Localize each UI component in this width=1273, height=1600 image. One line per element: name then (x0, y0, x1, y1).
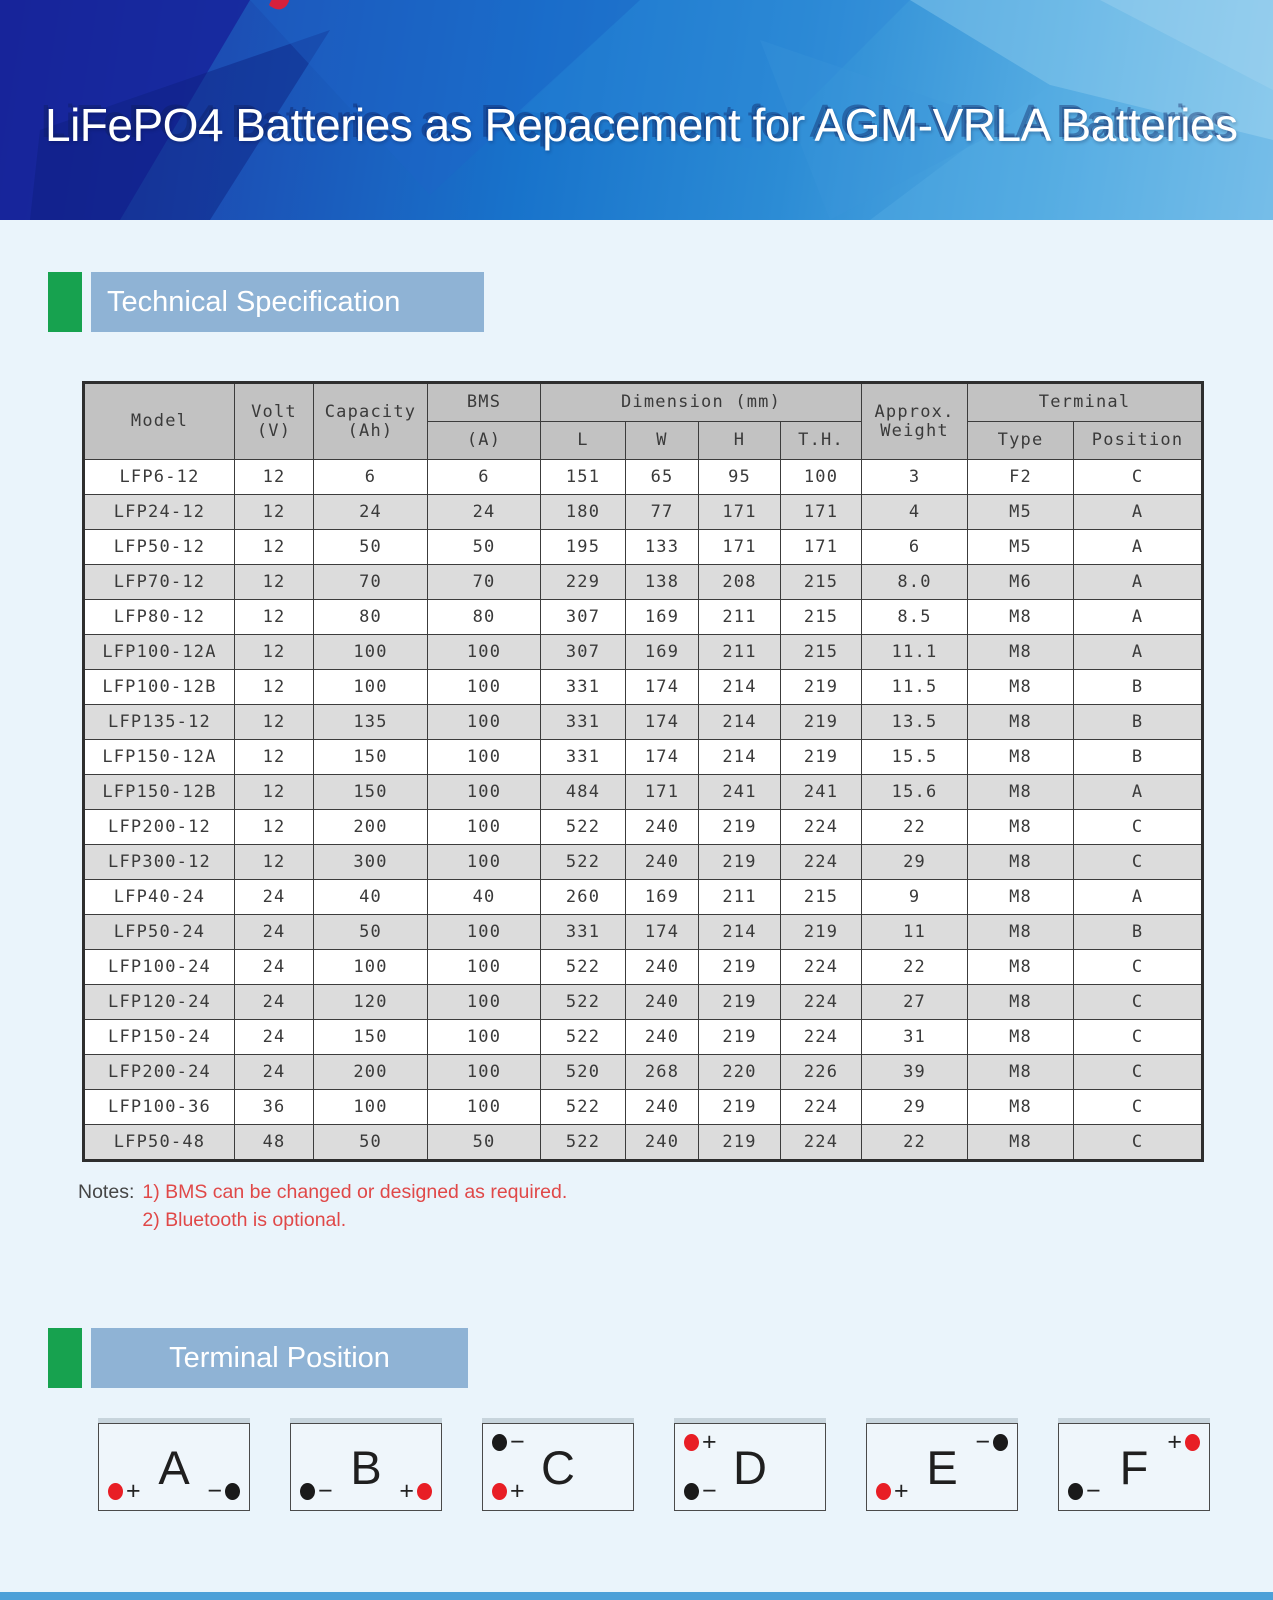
table-cell: 219 (699, 845, 781, 880)
table-cell: 169 (626, 600, 699, 635)
table-cell: 27 (862, 985, 968, 1020)
table-cell: 11 (862, 915, 968, 950)
model-cell: LFP50-12 (84, 530, 235, 565)
table-cell: 522 (541, 1020, 626, 1055)
positive-terminal-icon: + (684, 1430, 717, 1455)
table-cell: C (1074, 460, 1203, 495)
table-cell: 40 (314, 880, 428, 915)
table-cell: 219 (699, 810, 781, 845)
col-header-capacity: Capacity (Ah) (314, 383, 428, 460)
terminal-label: B (350, 1440, 382, 1494)
table-cell: M8 (968, 1125, 1074, 1161)
negative-terminal-icon: − (492, 1430, 525, 1455)
model-cell: LFP150-12B (84, 775, 235, 810)
table-cell: 12 (235, 740, 314, 775)
table-cell: 219 (699, 1125, 781, 1161)
table-cell: 169 (626, 880, 699, 915)
table-cell: 22 (862, 1125, 968, 1161)
table-cell: 331 (541, 705, 626, 740)
table-cell: B (1074, 915, 1203, 950)
table-row (84, 1055, 1203, 1090)
table-cell: 171 (626, 775, 699, 810)
table-cell: 9 (862, 880, 968, 915)
table-row (84, 460, 1203, 495)
table-cell: 100 (428, 985, 541, 1020)
col-header-volt: Volt (V) (235, 383, 314, 460)
table-cell: 240 (626, 1125, 699, 1161)
model-cell: LFP200-12 (84, 810, 235, 845)
table-cell: 215 (781, 635, 862, 670)
terminal-diagram-b (290, 1423, 442, 1511)
table-cell: 174 (626, 915, 699, 950)
table-cell: 174 (626, 740, 699, 775)
table-cell: C (1074, 1020, 1203, 1055)
table-cell: 100 (428, 1055, 541, 1090)
col-header-weight: Approx. Weight (862, 383, 968, 460)
table-cell: 219 (699, 1090, 781, 1125)
table-row (84, 950, 1203, 985)
table-cell: 6 (314, 460, 428, 495)
table-cell: 50 (314, 1125, 428, 1161)
table-cell: 214 (699, 740, 781, 775)
table-cell: 77 (626, 495, 699, 530)
table-cell: 29 (862, 845, 968, 880)
table-cell: 100 (428, 810, 541, 845)
table-cell: M8 (968, 705, 1074, 740)
table-row (84, 565, 1203, 600)
table-cell: 100 (781, 460, 862, 495)
table-cell: 24 (235, 1055, 314, 1090)
table-cell: C (1074, 810, 1203, 845)
table-cell: 100 (314, 1090, 428, 1125)
table-cell: 224 (781, 810, 862, 845)
spec-table-body (84, 460, 1203, 1161)
table-cell: 100 (428, 705, 541, 740)
note-line-2: 2) Bluetooth is optional. (142, 1209, 347, 1231)
table-cell: F2 (968, 460, 1074, 495)
model-cell: LFP6-12 (84, 460, 235, 495)
table-cell: 150 (314, 740, 428, 775)
table-cell: A (1074, 600, 1203, 635)
table-cell: 36 (235, 1090, 314, 1125)
table-cell: 241 (699, 775, 781, 810)
table-cell: 48 (235, 1125, 314, 1161)
table-cell: 300 (314, 845, 428, 880)
model-cell: LFP100-36 (84, 1090, 235, 1125)
footer-bar (0, 1592, 1273, 1600)
table-cell: 50 (428, 1125, 541, 1161)
notes (78, 1178, 567, 1234)
table-cell: 224 (781, 1020, 862, 1055)
table-cell: 214 (699, 670, 781, 705)
table-cell: A (1074, 530, 1203, 565)
table-cell: 12 (235, 530, 314, 565)
table-row (84, 985, 1203, 1020)
table-cell: 12 (235, 775, 314, 810)
table-cell: A (1074, 565, 1203, 600)
table-cell: 6 (428, 460, 541, 495)
table-cell: 522 (541, 845, 626, 880)
model-cell: LFP40-24 (84, 880, 235, 915)
col-header-bms-unit: (A) (428, 422, 541, 460)
table-cell: 39 (862, 1055, 968, 1090)
table-cell: 100 (428, 915, 541, 950)
positive-terminal-icon: + (876, 1479, 909, 1504)
table-cell: 195 (541, 530, 626, 565)
table-row (84, 1125, 1203, 1161)
table-row (84, 1090, 1203, 1125)
col-header-dim-h: H (699, 422, 781, 460)
table-cell: C (1074, 950, 1203, 985)
table-row (84, 530, 1203, 565)
table-cell: 219 (699, 985, 781, 1020)
table-cell: 331 (541, 915, 626, 950)
section-terminal-position (48, 1328, 468, 1388)
table-cell: A (1074, 775, 1203, 810)
table-row (84, 740, 1203, 775)
table-cell: 138 (626, 565, 699, 600)
table-cell: 522 (541, 985, 626, 1020)
table-cell: M8 (968, 600, 1074, 635)
table-cell: 24 (235, 950, 314, 985)
table-cell: 150 (314, 775, 428, 810)
table-cell: 214 (699, 915, 781, 950)
table-cell: 12 (235, 705, 314, 740)
table-cell: 80 (314, 600, 428, 635)
logo-fragment-icon (271, 0, 293, 9)
table-cell: M8 (968, 1020, 1074, 1055)
negative-terminal-icon: − (975, 1430, 1008, 1455)
table-cell: 100 (314, 670, 428, 705)
table-cell: 15.6 (862, 775, 968, 810)
table-cell: 219 (781, 915, 862, 950)
table-cell: 24 (314, 495, 428, 530)
table-cell: 100 (314, 635, 428, 670)
table-cell: 208 (699, 565, 781, 600)
table-cell: M8 (968, 915, 1074, 950)
table-cell: 12 (235, 460, 314, 495)
table-row (84, 880, 1203, 915)
model-cell: LFP50-48 (84, 1125, 235, 1161)
col-header-terminal-position: Position (1074, 422, 1203, 460)
table-cell: M8 (968, 775, 1074, 810)
table-cell: C (1074, 1055, 1203, 1090)
table-cell: 22 (862, 810, 968, 845)
model-cell: LFP120-24 (84, 985, 235, 1020)
table-cell: 100 (314, 950, 428, 985)
table-cell: 24 (235, 915, 314, 950)
table-cell: 219 (699, 1020, 781, 1055)
table-cell: 484 (541, 775, 626, 810)
table-cell: 224 (781, 1090, 862, 1125)
table-cell: M8 (968, 1055, 1074, 1090)
col-header-model: Model (84, 383, 235, 460)
table-cell: 215 (781, 565, 862, 600)
table-cell: 240 (626, 985, 699, 1020)
model-cell: LFP70-12 (84, 565, 235, 600)
table-row (84, 1020, 1203, 1055)
table-cell: 31 (862, 1020, 968, 1055)
table-cell: A (1074, 880, 1203, 915)
terminal-diagram-e (866, 1423, 1018, 1511)
table-cell: 50 (428, 530, 541, 565)
table-row (84, 635, 1203, 670)
positive-terminal-icon: + (1167, 1430, 1200, 1455)
negative-terminal-icon: − (684, 1479, 717, 1504)
model-cell: LFP100-12A (84, 635, 235, 670)
col-header-terminal: Terminal (968, 383, 1203, 422)
table-cell: 200 (314, 1055, 428, 1090)
table-cell: 215 (781, 600, 862, 635)
table-cell: 6 (862, 530, 968, 565)
section-technical-specification (48, 272, 484, 332)
table-cell: 214 (699, 705, 781, 740)
table-cell: C (1074, 1125, 1203, 1161)
table-cell: M8 (968, 635, 1074, 670)
model-cell: LFP135-12 (84, 705, 235, 740)
table-cell: 100 (428, 1020, 541, 1055)
table-cell: M8 (968, 670, 1074, 705)
table-cell: 240 (626, 810, 699, 845)
section-title-technical-specification: Technical Specification (91, 272, 484, 332)
table-cell: 100 (428, 635, 541, 670)
table-cell: 219 (699, 950, 781, 985)
table-cell: 8.5 (862, 600, 968, 635)
table-cell: 12 (235, 845, 314, 880)
table-cell: 240 (626, 845, 699, 880)
table-cell: 50 (314, 530, 428, 565)
table-cell: 100 (428, 845, 541, 880)
table-cell: 12 (235, 565, 314, 600)
table-cell: 40 (428, 880, 541, 915)
spec-table-header (84, 383, 1203, 460)
model-cell: LFP100-12B (84, 670, 235, 705)
table-cell: M8 (968, 1090, 1074, 1125)
table-row (84, 705, 1203, 740)
header-banner (0, 0, 1273, 220)
table-cell: 151 (541, 460, 626, 495)
col-header-bms: BMS (428, 383, 541, 422)
table-cell: 219 (781, 670, 862, 705)
col-header-dim-th: T.H. (781, 422, 862, 460)
positive-terminal-icon: + (399, 1479, 432, 1504)
terminal-label: A (158, 1440, 190, 1494)
table-cell: 224 (781, 1125, 862, 1161)
table-cell: 70 (314, 565, 428, 600)
table-cell: 229 (541, 565, 626, 600)
table-cell: 211 (699, 635, 781, 670)
table-cell: M6 (968, 565, 1074, 600)
table-cell: 133 (626, 530, 699, 565)
table-cell: 11.5 (862, 670, 968, 705)
table-cell: 120 (314, 985, 428, 1020)
table-cell: C (1074, 1090, 1203, 1125)
negative-terminal-icon: − (300, 1479, 333, 1504)
table-cell: B (1074, 670, 1203, 705)
table-cell: 260 (541, 880, 626, 915)
table-cell: 100 (428, 740, 541, 775)
table-cell: 24 (235, 880, 314, 915)
table-cell: M5 (968, 530, 1074, 565)
table-cell: 171 (699, 530, 781, 565)
table-row (84, 600, 1203, 635)
table-cell: M8 (968, 950, 1074, 985)
table-cell: M8 (968, 985, 1074, 1020)
model-cell: LFP24-12 (84, 495, 235, 530)
model-cell: LFP80-12 (84, 600, 235, 635)
table-cell: 307 (541, 600, 626, 635)
table-cell: M8 (968, 810, 1074, 845)
table-cell: 65 (626, 460, 699, 495)
table-cell: 171 (699, 495, 781, 530)
model-cell: LFP50-24 (84, 915, 235, 950)
table-cell: 100 (428, 1090, 541, 1125)
table-cell: 24 (235, 1020, 314, 1055)
table-cell: 174 (626, 705, 699, 740)
table-cell: 12 (235, 670, 314, 705)
terminal-label: D (733, 1440, 767, 1494)
table-cell: 135 (314, 705, 428, 740)
table-cell: 241 (781, 775, 862, 810)
negative-terminal-icon: − (1068, 1479, 1101, 1504)
table-cell: A (1074, 495, 1203, 530)
table-cell: 4 (862, 495, 968, 530)
table-cell: 80 (428, 600, 541, 635)
table-cell: 200 (314, 810, 428, 845)
table-cell: M8 (968, 740, 1074, 775)
terminal-diagrams (98, 1423, 1210, 1511)
terminal-diagram-f (1058, 1423, 1210, 1511)
table-cell: 12 (235, 600, 314, 635)
table-cell: M5 (968, 495, 1074, 530)
table-cell: 240 (626, 950, 699, 985)
model-cell: LFP150-12A (84, 740, 235, 775)
terminal-diagram-a (98, 1423, 250, 1511)
table-cell: B (1074, 705, 1203, 740)
table-cell: 174 (626, 670, 699, 705)
model-cell: LFP200-24 (84, 1055, 235, 1090)
note-line-1: 1) BMS can be changed or designed as required. (142, 1181, 568, 1203)
terminal-diagram-d (674, 1423, 826, 1511)
table-cell: 100 (428, 950, 541, 985)
positive-terminal-icon: + (108, 1479, 141, 1504)
terminal-label: F (1119, 1440, 1149, 1494)
table-cell: 268 (626, 1055, 699, 1090)
table-cell: 215 (781, 880, 862, 915)
table-cell: 219 (781, 740, 862, 775)
model-cell: LFP150-24 (84, 1020, 235, 1055)
table-cell: 331 (541, 670, 626, 705)
table-cell: 171 (781, 530, 862, 565)
notes-label: Notes: (78, 1181, 135, 1203)
positive-terminal-icon: + (492, 1479, 525, 1504)
table-cell: M8 (968, 845, 1074, 880)
table-cell: 224 (781, 985, 862, 1020)
table-row (84, 495, 1203, 530)
table-cell: 180 (541, 495, 626, 530)
table-cell: 12 (235, 495, 314, 530)
table-cell: 100 (428, 775, 541, 810)
table-cell: 171 (781, 495, 862, 530)
table-cell: 70 (428, 565, 541, 600)
terminal-diagram-c (482, 1423, 634, 1511)
table-cell: 219 (781, 705, 862, 740)
terminal-label: C (541, 1440, 575, 1494)
table-cell: 150 (314, 1020, 428, 1055)
table-cell: 13.5 (862, 705, 968, 740)
table-cell: 100 (428, 670, 541, 705)
table-cell: 29 (862, 1090, 968, 1125)
table-cell: 11.1 (862, 635, 968, 670)
table-cell: 22 (862, 950, 968, 985)
table-cell: 3 (862, 460, 968, 495)
col-header-dimension: Dimension (mm) (541, 383, 862, 422)
table-cell: 24 (428, 495, 541, 530)
table-cell: 12 (235, 810, 314, 845)
table-cell: A (1074, 635, 1203, 670)
table-cell: 307 (541, 635, 626, 670)
table-cell: 12 (235, 635, 314, 670)
table-cell: 24 (235, 985, 314, 1020)
table-cell: 226 (781, 1055, 862, 1090)
section-title-terminal-position: Terminal Position (91, 1328, 468, 1388)
col-header-terminal-type: Type (968, 422, 1074, 460)
table-cell: M8 (968, 880, 1074, 915)
page-title: LiFePO4 Batteries as Repacement for AGM-VRLA Batteries (45, 99, 1238, 151)
model-cell: LFP100-24 (84, 950, 235, 985)
table-cell: 522 (541, 950, 626, 985)
table-cell: 169 (626, 635, 699, 670)
table-cell: 522 (541, 810, 626, 845)
table-cell: 211 (699, 880, 781, 915)
table-cell: C (1074, 845, 1203, 880)
model-cell: LFP300-12 (84, 845, 235, 880)
table-cell: 224 (781, 950, 862, 985)
table-row (84, 845, 1203, 880)
table-cell: 15.5 (862, 740, 968, 775)
table-row (84, 670, 1203, 705)
table-cell: B (1074, 740, 1203, 775)
table-cell: 50 (314, 915, 428, 950)
table-cell: 220 (699, 1055, 781, 1090)
table-row (84, 775, 1203, 810)
table-cell: 211 (699, 600, 781, 635)
green-accent-block (48, 1328, 82, 1388)
table-cell: 224 (781, 845, 862, 880)
table-cell: 95 (699, 460, 781, 495)
spec-table (82, 381, 1204, 1162)
table-cell: 240 (626, 1020, 699, 1055)
negative-terminal-icon: − (207, 1479, 240, 1504)
col-header-dim-l: L (541, 422, 626, 460)
notes-lines (142, 1178, 567, 1234)
table-cell: 520 (541, 1055, 626, 1090)
col-header-dim-w: W (626, 422, 699, 460)
table-cell: 8.0 (862, 565, 968, 600)
terminal-label: E (926, 1440, 958, 1494)
table-cell: 522 (541, 1090, 626, 1125)
table-row (84, 810, 1203, 845)
table-row (84, 915, 1203, 950)
green-accent-block (48, 272, 82, 332)
table-cell: 331 (541, 740, 626, 775)
table-cell: C (1074, 985, 1203, 1020)
table-cell: 240 (626, 1090, 699, 1125)
table-cell: 522 (541, 1125, 626, 1161)
